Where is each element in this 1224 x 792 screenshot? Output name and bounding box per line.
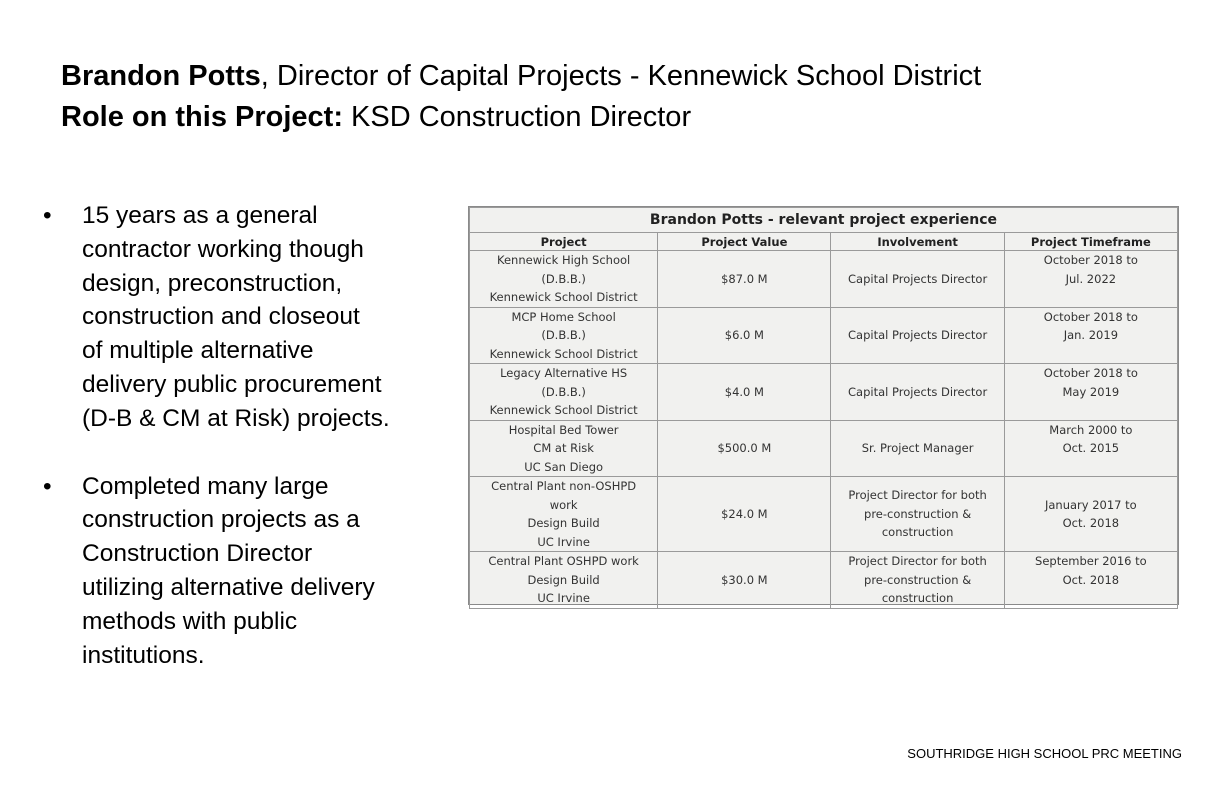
timeframe-cell-line: October 2018 to [1043,366,1138,380]
project-cell-line: MCP Home School [511,309,616,324]
value-cell [658,307,831,364]
table-row [470,552,1178,609]
table-row [470,251,1178,308]
timeframe-cell-line: September 2016 to [1035,554,1147,568]
project-cell-line: Kennewick High School [497,253,631,267]
project-cell-line: UC Irvine [537,591,590,605]
timeframe-cell [1004,307,1177,364]
project-cell [470,552,658,609]
bullet-line: (D-B & CM at Risk) projects. [82,404,390,432]
timeframe-cell-line: Jan. 2019 [1063,328,1119,342]
value-cell-text: $4.0 M [724,384,764,399]
project-cell-line: Design Build [527,516,600,530]
timeframe-cell [1004,477,1177,552]
value-cell-text: $87.0 M [721,271,768,286]
role-label: Role on this Project: [61,101,343,133]
bullet-item [43,199,443,436]
project-cell [470,420,658,477]
project-cell-line: (D.B.B.) [541,271,586,286]
bullet-line: institutions. [82,641,205,669]
timeframe-cell [1004,420,1177,477]
project-cell-line: Design Build [527,572,600,587]
bullet-line: utilizing alternative delivery [82,573,375,601]
table-row [470,307,1178,364]
slide-header [61,56,981,138]
involvement-cell-line: Project Director for both [848,554,987,568]
involvement-cell [831,307,1004,364]
bullet-line: contractor working though [82,235,364,263]
value-cell-text: $6.0 M [724,328,764,342]
column-header-value: Project Value [658,233,831,251]
header-name-line [61,56,981,97]
bullet-line: of multiple alternative [82,337,314,365]
column-header-timeframe: Project Timeframe [1004,233,1177,251]
value-cell [658,420,831,477]
timeframe-cell [1004,552,1177,609]
bullet-line: construction and closeout [82,303,360,331]
involvement-cell [831,420,1004,477]
timeframe-cell-line: January 2017 to [1044,497,1137,512]
project-cell-line: UC San Diego [524,459,604,474]
project-cell [470,477,658,552]
timeframe-cell-line: Oct. 2015 [1062,441,1120,455]
value-cell-text: $500.0 M [717,441,772,455]
involvement-cell-line: Capital Projects Director [848,384,988,399]
project-cell-line: work [549,497,578,512]
timeframe-cell-line: May 2019 [1062,384,1120,399]
involvement-cell [831,251,1004,308]
involvement-cell-line: pre-construction & [864,572,972,587]
project-cell-line: (D.B.B.) [541,328,586,342]
project-cell-line: Kennewick School District [489,403,638,417]
bullet-line: Construction Director [82,540,313,568]
timeframe-cell-line: Jul. 2022 [1065,271,1117,286]
project-cell-line: CM at Risk [533,441,594,455]
table-row [470,364,1178,421]
timeframe-cell-line: October 2018 to [1043,253,1138,267]
project-cell-line: UC Irvine [537,534,590,549]
involvement-cell-line: Capital Projects Director [848,271,988,286]
bullet-line: delivery public procurement [82,370,382,398]
project-cell-line: Kennewick School District [489,290,638,304]
header-role-line [61,97,981,138]
timeframe-cell-line: March 2000 to [1049,422,1133,437]
table-row [470,420,1178,477]
project-cell-line: Central Plant OSHPD work [488,554,639,568]
value-cell [658,552,831,609]
value-cell-text: $24.0 M [721,506,768,521]
project-experience-table [468,206,1179,605]
involvement-cell-line: construction [881,591,954,605]
timeframe-cell-line [1007,288,1175,307]
involvement-cell-line: Project Director for both [848,488,987,503]
timeframe-cell-line: Oct. 2018 [1062,572,1120,587]
timeframe-cell-line [1007,458,1175,477]
column-header-involvement: Involvement [831,233,1004,251]
timeframe-cell-line [1007,401,1175,420]
bullet-line: design, preconstruction, [82,269,343,297]
bullet-list [43,199,443,672]
value-cell [658,251,831,308]
project-cell [470,307,658,364]
involvement-cell-line: pre-construction & [864,506,972,521]
timeframe-cell-line: October 2018 to [1043,309,1138,324]
role-value: KSD Construction Director [342,101,692,133]
bullet-line: methods with public [82,607,298,635]
involvement-cell [831,364,1004,421]
timeframe-cell-line [1007,589,1175,608]
project-cell-line: Hospital Bed Tower [508,422,619,437]
involvement-cell-line: Sr. Project Manager [861,441,974,455]
involvement-cell-line: construction [881,525,954,540]
involvement-cell [831,552,1004,609]
table-row [470,477,1178,552]
bullet-line: Completed many large [82,472,329,500]
table-body [470,251,1178,609]
project-cell-line: (D.B.B.) [541,384,586,399]
value-cell [658,477,831,552]
bullet-icon: • [43,202,52,229]
project-cell-line: Legacy Alternative HS [500,366,628,380]
person-title: , Director of Capital Projects - Kennewick School District [260,60,982,92]
timeframe-cell-line [1007,345,1175,364]
bullet-line: construction projects as a [82,506,360,534]
timeframe-cell [1004,364,1177,421]
value-cell-text: $30.0 M [721,572,768,587]
project-cell [470,364,658,421]
table-title: Brandon Potts - relevant project experience [470,208,1178,233]
bullet-item [43,470,443,673]
person-name: Brandon Potts [61,60,261,92]
project-cell [470,251,658,308]
timeframe-cell-line: Oct. 2018 [1062,516,1120,530]
involvement-cell-line: Capital Projects Director [848,328,988,342]
project-cell-line: Central Plant non-OSHPD [491,479,637,493]
value-cell [658,364,831,421]
project-cell-line: Kennewick School District [489,346,638,361]
timeframe-cell [1004,251,1177,308]
column-header-project: Project [470,233,658,251]
bullet-line: 15 years as a general [82,202,318,229]
involvement-cell [831,477,1004,552]
footer-text: SOUTHRIDGE HIGH SCHOOL PRC MEETING [907,746,1182,761]
bullet-icon: • [43,472,52,500]
